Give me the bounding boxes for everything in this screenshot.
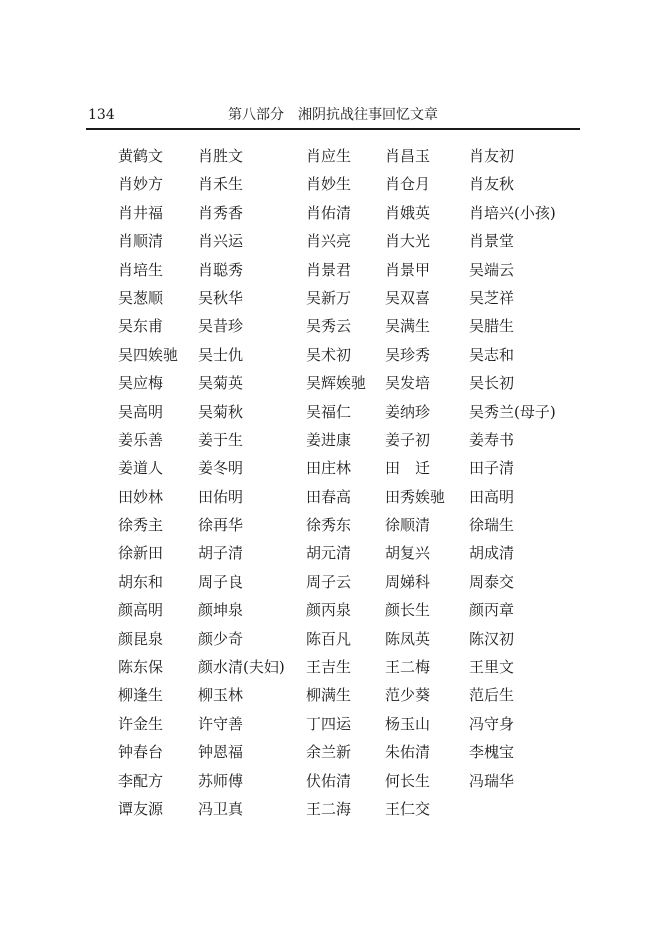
name-entry: 吴应梅 — [118, 374, 164, 393]
name-entry: 肖昌玉 — [385, 147, 431, 165]
name-entry: 钟春台 — [118, 743, 164, 762]
name-row — [0, 398, 665, 426]
name-entry: 肖胜文 — [198, 147, 244, 165]
name-entry: 吴东甫 — [118, 317, 164, 336]
name-entry: 田子清 — [469, 459, 515, 478]
name-entry: 肖景堂 — [469, 232, 515, 251]
name-entry: 田秀娭驰 — [385, 487, 446, 506]
page-header — [86, 102, 580, 130]
name-entry: 胡复兴 — [385, 544, 431, 563]
name-entry: 肖秀香 — [198, 203, 244, 222]
name-entry: 范后生 — [469, 686, 515, 705]
name-entry: 王仁交 — [385, 799, 431, 818]
name-entry: 吴志和 — [469, 345, 515, 364]
name-entry: 王二梅 — [385, 658, 431, 677]
name-entry: 吴双喜 — [385, 288, 431, 307]
name-entry: 李槐宝 — [469, 743, 515, 762]
name-entry: 肖友初 — [469, 147, 515, 165]
name-entry: 冯卫真 — [198, 799, 244, 818]
name-entry: 吴四娭驰 — [118, 345, 179, 364]
name-entry: 朱佑清 — [385, 743, 431, 762]
name-entry: 田 迁 — [385, 459, 431, 478]
name-entry: 范少葵 — [385, 686, 431, 705]
name-entry: 吴高明 — [118, 402, 164, 421]
name-row — [0, 625, 665, 653]
name-entry: 周泰交 — [469, 572, 515, 591]
name-row — [0, 653, 665, 681]
name-entry: 何长生 — [385, 771, 431, 790]
name-entry: 吴菊英 — [198, 374, 244, 393]
name-row — [0, 511, 665, 539]
name-entry: 吴秋华 — [198, 288, 244, 307]
name-entry: 肖仓月 — [385, 175, 431, 194]
name-entry: 徐再华 — [198, 516, 244, 535]
name-entry: 姜寿书 — [469, 430, 515, 449]
name-entry: 吴端云 — [469, 260, 515, 279]
name-entry: 肖兴亮 — [306, 232, 352, 251]
name-entry: 胡成清 — [469, 544, 515, 563]
name-entry: 钟恩福 — [198, 743, 244, 762]
name-entry: 吴新万 — [306, 288, 352, 307]
name-entry: 吴秀兰(母子) — [469, 402, 556, 421]
name-entry: 李配方 — [118, 771, 164, 790]
name-row — [0, 227, 665, 255]
name-entry: 肖聪秀 — [198, 260, 244, 279]
name-entry: 胡东和 — [118, 572, 164, 591]
name-entry: 冯瑞华 — [469, 771, 515, 790]
name-entry: 肖景甲 — [385, 260, 431, 279]
name-entry: 田妙林 — [118, 487, 164, 506]
name-entry: 吴满生 — [385, 317, 431, 336]
name-entry: 余兰新 — [306, 743, 352, 762]
name-entry: 周子云 — [306, 572, 352, 591]
name-row — [0, 170, 665, 198]
name-entry: 肖禾生 — [198, 175, 244, 194]
name-row — [0, 681, 665, 709]
name-entry: 王二海 — [306, 799, 352, 818]
name-entry: 肖培兴(小孩) — [469, 203, 556, 222]
name-entry: 姜纳珍 — [385, 402, 431, 421]
name-row — [0, 710, 665, 738]
name-entry: 姜子初 — [385, 430, 431, 449]
name-entry: 颜丙章 — [469, 601, 515, 620]
name-entry: 陈凤英 — [385, 629, 431, 648]
name-row — [0, 426, 665, 454]
part-label: 第八部分 — [228, 107, 284, 123]
name-entry: 肖兴运 — [198, 232, 244, 251]
name-entry: 周子良 — [198, 572, 244, 591]
name-entry: 吴发培 — [385, 374, 431, 393]
name-entry: 丁四运 — [306, 714, 352, 733]
name-entry: 姜于生 — [198, 430, 244, 449]
name-entry: 吴葱顺 — [118, 288, 164, 307]
name-row — [0, 369, 665, 397]
name-entry: 肖井福 — [118, 203, 164, 222]
book-title: 湘阴抗战往事回忆文章 — [298, 107, 438, 123]
name-entry: 姜冬明 — [198, 459, 244, 478]
name-entry: 颜水清(夫妇) — [198, 658, 285, 677]
name-entry: 柳满生 — [306, 686, 352, 705]
name-entry: 吴秀云 — [306, 317, 352, 336]
name-entry: 肖友秋 — [469, 175, 515, 194]
name-entry: 肖大光 — [385, 232, 431, 251]
name-entry: 吴腊生 — [469, 317, 515, 336]
name-entry: 王里文 — [469, 658, 515, 677]
name-row — [0, 539, 665, 567]
name-entry: 颜昆泉 — [118, 629, 164, 648]
name-entry: 田高明 — [469, 487, 515, 506]
name-entry: 伏佑清 — [306, 771, 352, 790]
name-entry: 柳逢生 — [118, 686, 164, 705]
name-entry: 陈百凡 — [306, 629, 352, 648]
name-row — [0, 568, 665, 596]
name-entry: 许金生 — [118, 714, 164, 733]
running-head — [86, 106, 580, 124]
name-entry: 肖妙方 — [118, 175, 164, 194]
name-entry: 吴菊秋 — [198, 402, 244, 421]
name-row — [0, 341, 665, 369]
name-entry: 徐顺清 — [385, 516, 431, 535]
name-row — [0, 256, 665, 284]
name-entry: 颜长生 — [385, 601, 431, 620]
name-entry: 杨玉山 — [385, 714, 431, 733]
name-entry: 冯守身 — [469, 714, 515, 733]
name-entry: 肖娥英 — [385, 203, 431, 222]
name-entry: 姜乐善 — [118, 430, 164, 449]
name-entry: 陈汉初 — [469, 629, 515, 648]
name-entry: 姜进康 — [306, 430, 352, 449]
name-entry: 颜坤泉 — [198, 601, 244, 620]
name-entry: 吴珍秀 — [385, 345, 431, 364]
name-row — [0, 483, 665, 511]
name-entry: 姜道人 — [118, 459, 164, 478]
name-entry: 颜丙泉 — [306, 601, 352, 620]
name-entry: 谭友源 — [118, 799, 164, 818]
name-entry: 吴福仁 — [306, 402, 352, 421]
name-entry: 吴士仇 — [198, 345, 244, 364]
name-entry: 田庄林 — [306, 459, 352, 478]
name-entry: 徐秀东 — [306, 516, 352, 535]
name-entry: 田春高 — [306, 487, 352, 506]
name-entry: 肖培生 — [118, 260, 164, 279]
name-row — [0, 199, 665, 227]
name-entry: 吴芝祥 — [469, 288, 515, 307]
name-entry: 肖妙生 — [306, 175, 352, 194]
name-row — [0, 312, 665, 340]
name-entry: 黄鹤文 — [118, 147, 164, 165]
name-entry: 颜高明 — [118, 601, 164, 620]
name-list — [0, 142, 665, 823]
name-entry: 肖佑清 — [306, 203, 352, 222]
name-row — [0, 454, 665, 482]
name-entry: 吴昔珍 — [198, 317, 244, 336]
name-entry: 肖顺清 — [118, 232, 164, 251]
name-entry: 肖景君 — [306, 260, 352, 279]
name-row — [0, 142, 665, 170]
name-entry: 苏师傅 — [198, 771, 244, 790]
name-entry: 肖应生 — [306, 147, 352, 165]
name-entry: 吴术初 — [306, 345, 352, 364]
name-entry: 胡子清 — [198, 544, 244, 563]
name-entry: 柳玉林 — [198, 686, 244, 705]
name-row — [0, 596, 665, 624]
name-entry: 王吉生 — [306, 658, 352, 677]
name-entry: 徐新田 — [118, 544, 164, 563]
name-entry: 许守善 — [198, 714, 244, 733]
name-row — [0, 738, 665, 766]
name-entry: 徐秀主 — [118, 516, 164, 535]
page-number: 134 — [88, 107, 115, 123]
name-entry: 吴辉娭驰 — [306, 374, 367, 393]
name-row — [0, 795, 665, 823]
name-row — [0, 284, 665, 312]
name-entry: 颜少奇 — [198, 629, 244, 648]
name-entry: 周娣科 — [385, 572, 431, 591]
name-row — [0, 767, 665, 795]
name-entry: 胡元清 — [306, 544, 352, 563]
name-entry: 徐瑞生 — [469, 516, 515, 535]
name-entry: 田佑明 — [198, 487, 244, 506]
name-entry: 吴长初 — [469, 374, 515, 393]
name-entry: 陈东保 — [118, 658, 164, 677]
